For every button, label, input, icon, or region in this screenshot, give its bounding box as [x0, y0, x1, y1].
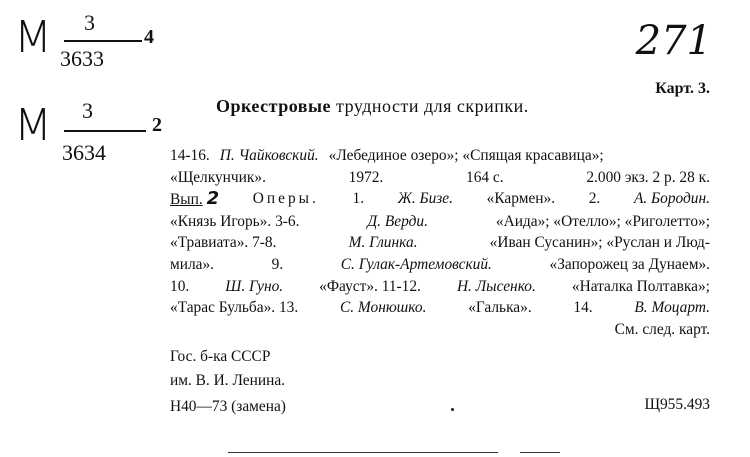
shelfmark-1-letter: М	[14, 12, 52, 63]
handwritten-page-number: 271	[635, 18, 712, 64]
footer-classification: Щ955.493	[644, 396, 710, 413]
body-line-2-work: «Щелкунчик».	[170, 168, 266, 186]
body-line-6-num: 9.	[271, 255, 284, 273]
body-line-3-borodin: А. Бородин.	[633, 190, 710, 208]
card-title-rest: трудности для скрипки.	[336, 96, 529, 116]
body-line-7-faust: «Фауст». 11-12.	[319, 277, 421, 295]
body-line-3-carmen: «Кармен».	[486, 190, 556, 208]
body-line-1	[170, 145, 710, 167]
bottom-edge-line-1	[228, 452, 498, 453]
body-line-4-part-a: «Князь Игорь». 3-6.	[170, 212, 300, 230]
body-line-7	[170, 276, 710, 298]
shelfmark-2-mark: 2	[152, 114, 162, 136]
body-line-6-part-a: мила».	[170, 255, 215, 273]
body-line-5-part-c: «Иван Сусанин»; «Руслан и Люд-	[489, 234, 710, 252]
body-line-8-mozart: В. Моцарт.	[634, 299, 710, 317]
body-line-7-lysenko: Н. Лысенко.	[456, 277, 536, 295]
body-line-7-gounod: Ш. Гуно.	[225, 277, 284, 295]
see-next-card: См. след. карт.	[614, 320, 710, 338]
vyp-number-handwritten: 2	[206, 188, 220, 210]
footer-library: Гос. б-ка СССР	[170, 348, 271, 365]
body-line-6-work: «Запорожец за Дунаем».	[549, 255, 710, 273]
footer-card-code: Н40—73 (замена)	[170, 398, 286, 415]
bottom-edge-line-2	[520, 452, 560, 453]
shelfmark-1-bottom: 3633	[60, 46, 104, 71]
shelfmark-2-top: 3	[82, 98, 93, 123]
body-line-7-work: «Наталка Полтавка»;	[571, 277, 710, 295]
footer-library-name: им. В. И. Ленина.	[170, 372, 285, 389]
body-line-3	[170, 188, 710, 211]
shelfmark-2	[14, 98, 164, 168]
card-title-bold: Оркестровые	[216, 96, 332, 116]
body-line-3-num-2: 2.	[588, 190, 601, 208]
body-line-8-part-a: «Тарас Бульба». 13.	[170, 299, 299, 317]
body-line-8-num: 14.	[573, 299, 593, 317]
body-line-8-galka: «Галька».	[468, 299, 532, 317]
body-line-8	[170, 297, 710, 319]
body-line-3-opery: Оперы.	[252, 190, 319, 208]
body-line-7-num: 10.	[170, 277, 190, 295]
vyp-label: Вып.	[170, 191, 203, 209]
body-line-5	[170, 232, 710, 254]
card-number: Карт. 3.	[655, 80, 710, 97]
shelfmark-2-letter: М	[14, 100, 52, 151]
shelfmark-1-top: 3	[84, 10, 95, 35]
body-line-5-glinka: М. Глинка.	[348, 234, 418, 252]
body-line-2-year: 1972.	[348, 168, 384, 186]
body-line-3-bizet: Ж. Бизе.	[397, 190, 453, 208]
shelfmark-2-bar	[64, 130, 146, 132]
shelfmark-1	[14, 12, 164, 82]
shelfmark-1-mark: 4	[144, 26, 154, 48]
card-body	[170, 145, 710, 340]
body-line-4-part-c: «Аида»; «Отелло»; «Риголетто»;	[495, 212, 710, 230]
body-line-5-part-a: «Травиата». 7-8.	[170, 234, 277, 252]
body-line-2-pages: 164 с.	[466, 168, 504, 186]
body-line-1-works: «Лебединое озеро»; «Спящая красавица»;	[328, 147, 604, 164]
body-line-2-price: 2.000 экз. 2 р. 28 к.	[586, 168, 710, 186]
shelfmark-1-bar	[64, 40, 142, 42]
body-line-2	[170, 167, 710, 189]
stray-dot	[451, 408, 454, 411]
body-line-9	[170, 319, 710, 341]
body-line-6	[170, 254, 710, 276]
body-line-6-gulak: С. Гулак-Артемовский.	[340, 255, 492, 273]
body-line-8-moniuszko: С. Монюшко.	[339, 299, 427, 317]
body-line-1-author: П. Чайковский.	[219, 147, 319, 164]
body-line-3-num-1: 1.	[352, 190, 365, 208]
shelfmark-2-bottom: 3634	[62, 140, 106, 165]
body-line-4	[170, 211, 710, 233]
body-line-1-part-a: 14-16.	[170, 147, 210, 164]
card-title	[216, 96, 529, 117]
body-line-3-vyp	[170, 188, 219, 211]
body-line-4-verdi: Д. Верди.	[367, 212, 428, 230]
